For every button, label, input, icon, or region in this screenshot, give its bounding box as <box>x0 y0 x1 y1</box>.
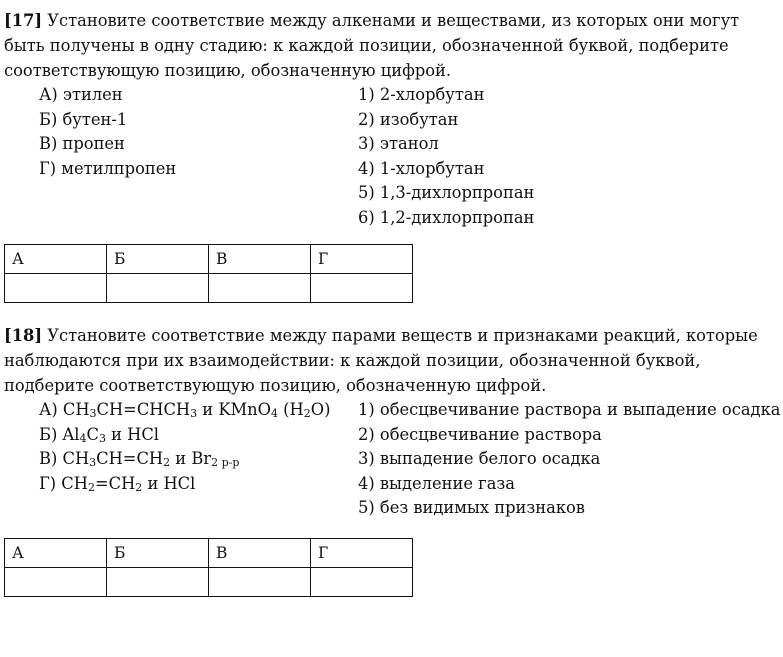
answer-cell-c[interactable] <box>209 274 311 303</box>
answer-header-b: Б <box>107 539 209 568</box>
formula-subscript: 2 <box>135 480 143 494</box>
question-18-stem <box>4 323 779 398</box>
option-a <box>39 398 330 423</box>
question-17-stem <box>4 8 779 83</box>
option-5: 5) 1,3-дихлорпропан <box>358 183 535 202</box>
formula-subscript: 4 <box>79 431 87 445</box>
answer-cell-b[interactable] <box>107 568 209 597</box>
option-3: 3) выпадение белого осадка <box>358 449 601 468</box>
formula-text: CH=CHCH <box>96 400 191 419</box>
formula-text: и Br <box>170 449 212 468</box>
formula-text: CH=CH <box>96 449 164 468</box>
answer-table-header <box>5 539 413 568</box>
answer-header-b: Б <box>107 245 209 274</box>
formula-text: и HCl <box>142 473 196 493</box>
option-a: А) этилен <box>39 85 123 104</box>
option-d <box>39 472 330 497</box>
answer-header-c: В <box>209 539 311 568</box>
question-17-left-column <box>39 83 176 181</box>
question-18-right-column <box>358 398 780 521</box>
answer-header-c: В <box>209 245 311 274</box>
option-3: 3) этанол <box>358 134 439 153</box>
answer-table-row <box>5 568 413 597</box>
answer-cell-a[interactable] <box>5 274 107 303</box>
option-5: 5) без видимых признаков <box>358 498 585 517</box>
answer-cell-d[interactable] <box>311 274 413 303</box>
option-d: Г) метилпропен <box>39 158 177 178</box>
question-18-left-column <box>39 398 330 496</box>
question-17-text: Установите соответствие между алкенами и веществами, из которых они могут быть получены в одну стадию: к каждой позиции, обозначенной буквой, подберите соответствующую позицию, обозначенную цифрой. <box>4 11 740 80</box>
answer-header-d: Г <box>311 245 413 274</box>
answer-table-header <box>5 245 413 274</box>
question-18-text: Установите соответствие между парами веществ и признаками реакций, которые наблюдаются при их взаимодействии: к каждой позиции, обозначенной буквой, подберите соответствующую позицию, обозначенную цифрой. <box>4 326 758 395</box>
formula-subscript: 2 <box>163 456 171 469</box>
answer-header-a: А <box>5 539 107 568</box>
formula-subscript: 2 <box>87 480 95 494</box>
formula-text: Г) CH <box>39 473 88 493</box>
option-4: 4) выделение газа <box>358 473 515 493</box>
formula-text: Б) Al <box>39 424 80 444</box>
answer-header-a: А <box>5 245 107 274</box>
formula-text: и HCl <box>105 424 160 444</box>
option-1: 1) обесцвечивание раствора и выпадение осадка <box>358 400 781 419</box>
question-18-answer-table <box>4 538 413 597</box>
answer-cell-d[interactable] <box>311 568 413 597</box>
question-17-number: [17] <box>4 11 43 30</box>
question-17-answer-table <box>4 244 413 303</box>
option-c <box>39 447 330 472</box>
question-17 <box>4 8 779 227</box>
question-18 <box>4 323 781 517</box>
formula-subscript: 3 <box>89 407 97 420</box>
formula-text: (H <box>278 400 304 419</box>
question-17-right-column <box>358 83 534 230</box>
option-4: 4) 1-хлорбутан <box>358 158 485 178</box>
formula-subscript: 3 <box>98 431 106 445</box>
option-c: В) пропен <box>39 134 125 153</box>
option-b <box>39 423 330 448</box>
answer-cell-c[interactable] <box>209 568 311 597</box>
option-b: Б) бутен-1 <box>39 109 128 129</box>
formula-subscript: 2 <box>303 407 311 420</box>
formula-text: и KMnO <box>197 400 271 419</box>
formula-subscript: 3 <box>89 456 97 469</box>
question-18-number: [18] <box>4 326 43 345</box>
answer-table-row <box>5 274 413 303</box>
formula-text: O) <box>310 400 331 419</box>
formula-text: А) CH <box>39 400 90 419</box>
answer-cell-a[interactable] <box>5 568 107 597</box>
formula-text: C <box>86 424 99 444</box>
formula-subscript: 2 р-р <box>211 456 240 469</box>
option-2: 2) обесцвечивание раствора <box>358 424 602 444</box>
option-1: 1) 2-хлорбутан <box>358 85 485 104</box>
option-6: 6) 1,2-дихлорпропан <box>358 207 535 227</box>
formula-text: В) CH <box>39 449 90 468</box>
answer-header-d: Г <box>311 539 413 568</box>
formula-subscript: 3 <box>190 407 198 420</box>
formula-subscript: 4 <box>271 407 278 420</box>
formula-text: =CH <box>94 473 136 493</box>
answer-cell-b[interactable] <box>107 274 209 303</box>
option-2: 2) изобутан <box>358 109 459 129</box>
